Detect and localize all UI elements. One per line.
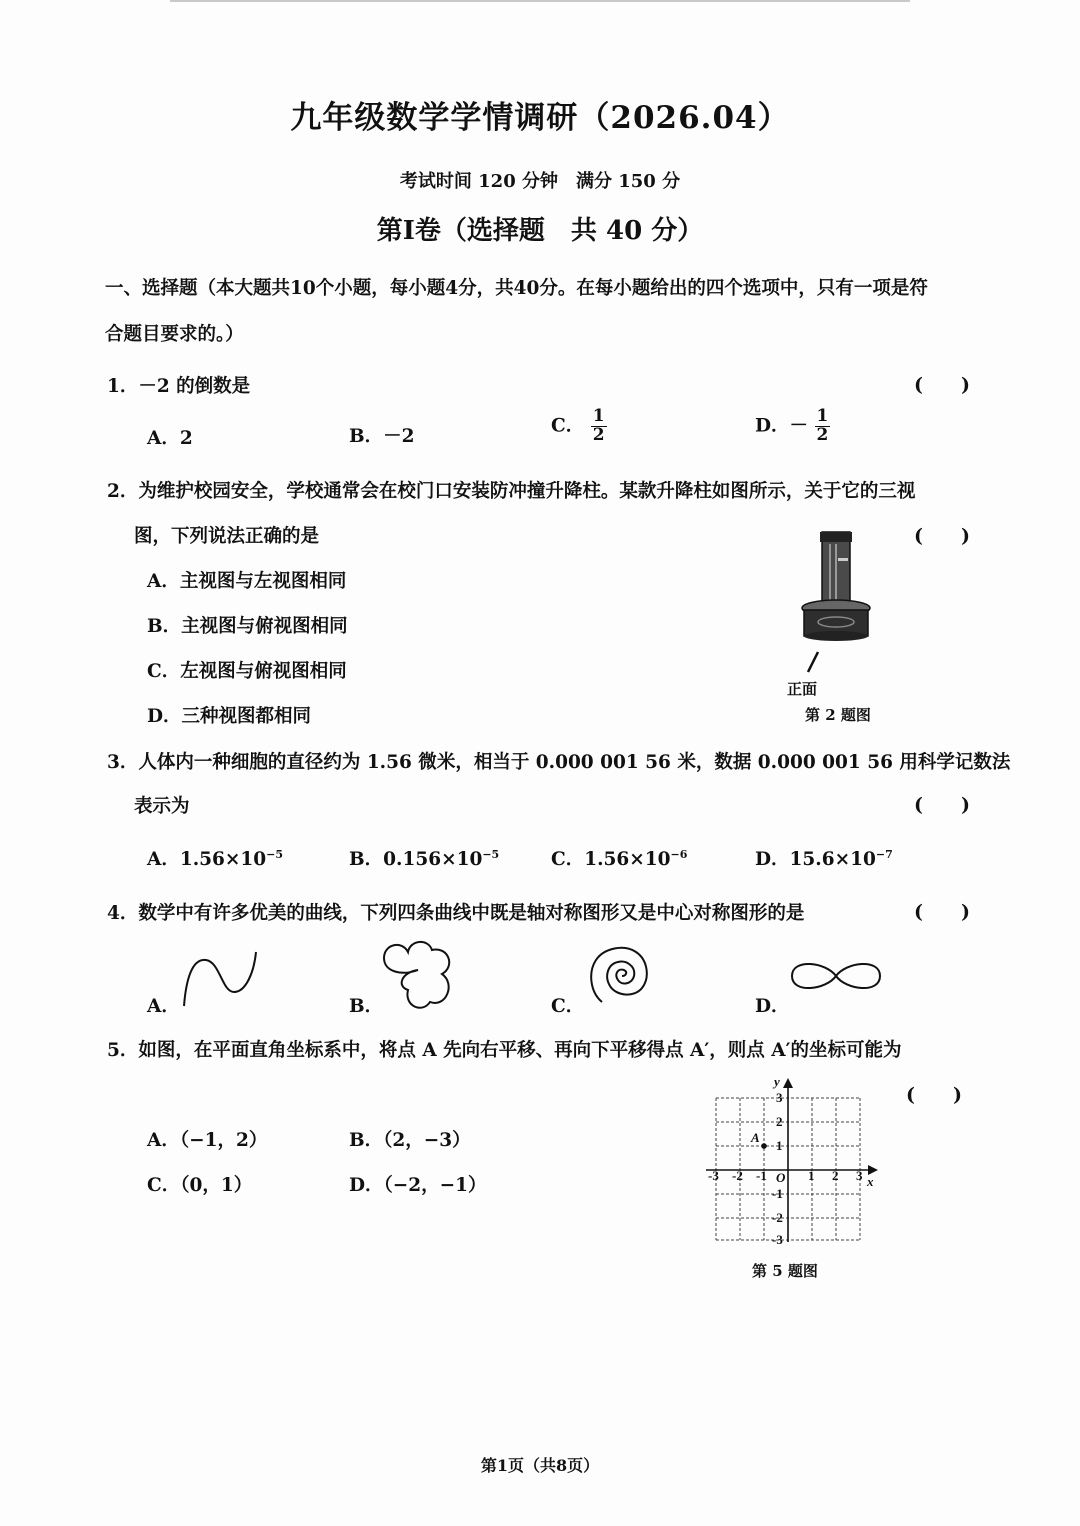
q1-option-d-label: D．－	[755, 415, 809, 437]
x-tick-label: -2	[732, 1168, 743, 1183]
y-tick-label: -1	[772, 1186, 783, 1201]
bollard-figure	[780, 522, 890, 682]
q2-option-b: B．主视图与俯视图相同	[147, 616, 348, 637]
q4-option-c: C．	[551, 996, 585, 1017]
instructions-line1: 一、选择题（本大题共10个小题，每小题4分，共40分。在每小题给出的四个选项中，只有一项是符	[105, 278, 928, 299]
q3-option-d	[755, 845, 893, 871]
q4-option-a: A．	[147, 996, 180, 1017]
q2-answer-bracket: ( )	[914, 525, 970, 547]
x-tick-label: -1	[756, 1168, 767, 1183]
x-tick-label: 2	[832, 1168, 839, 1183]
x-tick-label: 1	[808, 1168, 815, 1183]
q2-stem-line2: 图，下列说法正确的是	[134, 526, 320, 547]
q4-option-c-spiral-icon	[582, 940, 662, 1010]
q5-stem: 5．如图，在平面直角坐标系中，将点 A 先向右平移、再向下平移得点 A′，则点 A′的坐标可能为	[107, 1040, 902, 1061]
y-axis-label: y	[774, 1074, 780, 1089]
q3-option-a-exponent: −5	[266, 847, 284, 861]
q5-option-d: D．（−2，−1）	[349, 1175, 487, 1196]
q5-option-b: B．（2，−3）	[349, 1130, 471, 1151]
q5-option-a: A．（−1，2）	[147, 1130, 268, 1151]
q1-option-d-fraction	[815, 408, 831, 445]
q3-option-d-exponent: −7	[875, 847, 893, 861]
point-a	[761, 1143, 767, 1149]
fraction-denominator: 2	[592, 424, 605, 445]
q4-option-d: D．	[755, 996, 790, 1017]
fraction-denominator: 2	[816, 424, 829, 445]
coordinate-grid-figure	[700, 1066, 885, 1246]
exam-info: 考试时间 120 分钟 满分 150 分	[399, 171, 681, 192]
q3-option-b	[349, 845, 499, 871]
q4-option-a-curve-icon	[178, 950, 264, 1010]
q3-answer-bracket: ( )	[914, 794, 970, 816]
q1-stem: 1．－2 的倒数是	[107, 376, 251, 397]
q1-option-d	[755, 408, 830, 445]
point-a-label: A	[751, 1130, 760, 1145]
exam-title: 九年级数学学情调研（2026.04）	[290, 100, 790, 136]
q3-option-b-base: B．0.156×10	[349, 849, 483, 870]
fraction-numerator: 1	[592, 406, 605, 426]
q3-option-d-base: D．15.6×10	[755, 849, 876, 870]
x-tick-label: 3	[856, 1168, 863, 1183]
q2-figure-caption: 第 2 题图	[805, 706, 871, 724]
q1-option-b: B．－2	[349, 426, 415, 447]
q4-option-b-trefoil-icon	[378, 936, 458, 1012]
x-axis-label: x	[867, 1174, 874, 1189]
q2-option-a: A．主视图与左视图相同	[147, 571, 347, 592]
q2-figure-label: 正面	[787, 680, 818, 698]
q1-option-c	[551, 408, 607, 445]
x-tick-label: -3	[708, 1168, 719, 1183]
q4-stem: 4．数学中有许多优美的曲线，下列四条曲线中既是轴对称图形又是中心对称图形的是	[107, 903, 805, 924]
q2-stem-line1: 2．为维护校园安全，学校通常会在校门口安装防冲撞升降柱。某款升降柱如图所示，关于它的三视	[107, 481, 916, 502]
q1-answer-bracket: ( )	[914, 374, 970, 396]
q1-option-c-label: C．	[551, 415, 585, 437]
page-footer: 第1页（共8页）	[480, 1456, 600, 1475]
y-tick-label: 1	[776, 1138, 783, 1153]
q3-stem-line1: 3．人体内一种细胞的直径约为 1.56 微米，相当于 0.000 001 56 米，数据 0.000 001 56 用科学记数法	[107, 752, 1011, 773]
q1-option-a: A．2	[147, 428, 193, 449]
q3-option-c-base: C．1.56×10	[551, 849, 671, 870]
q3-option-c-exponent: −6	[670, 847, 688, 861]
q5-option-c: C．（0，1）	[147, 1175, 253, 1196]
y-tick-label: 3	[776, 1090, 783, 1105]
q2-option-d: D．三种视图都相同	[147, 706, 312, 727]
y-tick-label: -3	[772, 1232, 783, 1246]
instructions-line2: 合题目要求的。）	[105, 324, 244, 345]
q1-option-c-fraction	[591, 408, 607, 445]
section-title: 第Ⅰ卷（选择题 共 40 分）	[376, 216, 704, 246]
q4-answer-bracket: ( )	[914, 901, 970, 923]
q5-figure-caption: 第 5 题图	[752, 1262, 818, 1280]
scan-top-edge	[170, 0, 910, 2]
q2-option-c: C．左视图与俯视图相同	[147, 661, 347, 682]
q3-option-a-base: A．1.56×10	[147, 849, 267, 870]
q3-option-a	[147, 845, 283, 871]
fraction-numerator: 1	[816, 406, 829, 426]
q4-option-d-infinity-icon	[786, 954, 886, 998]
q3-stem-line2: 表示为	[134, 796, 190, 817]
q3-option-b-exponent: −5	[482, 847, 500, 861]
origin-label: O	[776, 1170, 786, 1185]
q5-answer-bracket: ( )	[906, 1084, 962, 1106]
q4-option-b: B．	[349, 996, 384, 1017]
y-tick-label: 2	[776, 1114, 783, 1129]
q3-option-c	[551, 845, 687, 871]
y-axis-arrow-icon	[783, 1078, 793, 1088]
y-tick-label: -2	[772, 1210, 783, 1225]
